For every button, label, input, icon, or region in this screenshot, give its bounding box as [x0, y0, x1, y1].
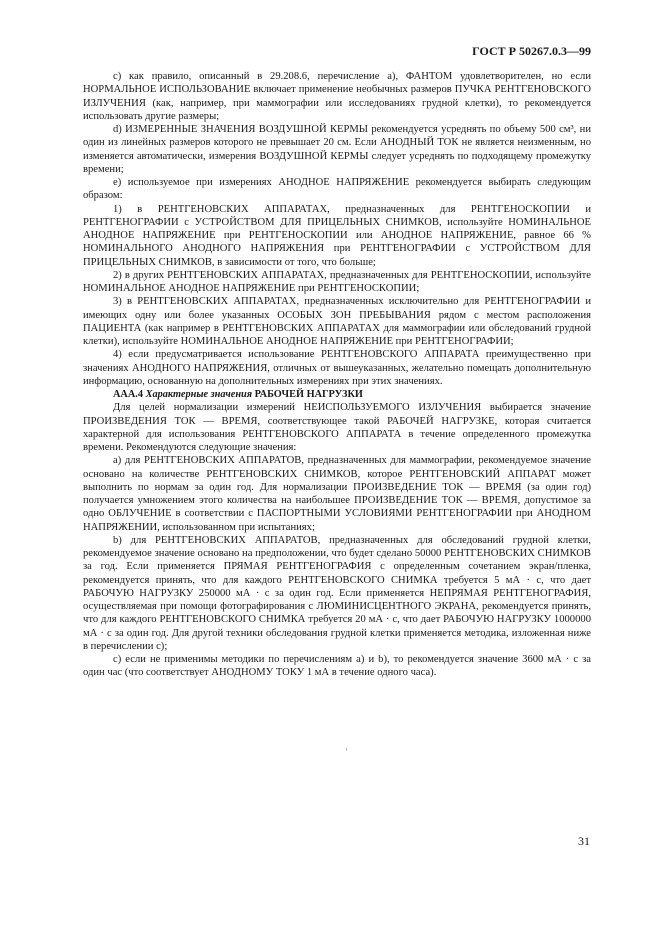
paragraph-item-3: 3) в РЕНТГЕНОВСКИХ АППАРАТАХ, предназначенных исключительно для РЕНТГЕНОГРАФИИ и имеющих одну или более указанных ОСОБЫХ ЗОН ПРЕБЫВАНИЯ рядом с местом расположения ПАЦИЕНТА (как например в РЕНТГЕНОВСКИХ АППАРАТАХ для маммографии или обследований грудной клетки), используйте НОМИНАЛЬНОЕ АНОДНОЕ НАПРЯЖЕНИЕ при РЕНТГЕНОГРАФИИ; — [83, 296, 591, 347]
page-number: 31 — [578, 834, 590, 848]
paragraph-workload-a: a) для РЕНТГЕНОВСКИХ АППАРАТОВ, предназначенных для маммографии, рекомендуемое значение основано на количестве РЕНТГЕНОВСКИХ СНИМКОВ, которое РЕНТГЕНОВСКИЙ АППАРАТ может выполнить по нормам за один год. Для нормализации ПРОИЗВЕДЕНИЕ ТОК — ВРЕМЯ (за один год) получается умножением этого количества на наибольшее ПРОИЗВЕДЕНИЕ ТОК — ВРЕМЯ, допустимое за одно ОБЛУЧЕНИЕ в соответствии с ПАСПОРТНЫМИ УСЛОВИЯМИ РЕНТГЕНОГРАФИИ при АНОДНОМ НАПРЯЖЕНИИ, использованном при испытаниях; — [83, 455, 591, 533]
paragraph-c-phantom: c) как правило, описанный в 29.208.6, перечисление а), ФАНТОМ удовлетворителен, но если НОРМАЛЬНОЕ ИСПОЛЬЗОВАНИЕ включает применение необычных размеров ПУЧКА РЕНТГЕНОВСКОГО ИЗЛУЧЕНИЯ (как, например, при маммографии или исследованиях грудной клетки), то рекомендуется использовать другие размеры; — [83, 71, 591, 122]
subsection-title-italic: Характерные значения — [145, 389, 253, 400]
document-id-header: ГОСТ Р 50267.0.3—99 — [472, 44, 591, 58]
subsection-number: AAA.4 — [113, 389, 144, 400]
scan-speck — [346, 748, 347, 751]
paragraph-d-air-kerma: d) ИЗМЕРЕННЫЕ ЗНАЧЕНИЯ ВОЗДУШНОЙ КЕРМЫ рекомендуется усреднять по объему 500 см³, ни один из линейных размеров которого не превышает 20 см. Если АНОДНЫЙ ТОК не является неизменным, но изменяется автоматически, измерения ВОЗДУШНОЙ КЕРМЫ следует усреднять по подходящему промежутку времени; — [83, 124, 591, 175]
paragraph-item-4: 4) если предусматривается использование РЕНТГЕНОВСКОГО АППАРАТА преимущественно при значениях АНОДНОГО НАПРЯЖЕНИЯ, отличных от вышеуказанных, желательно помещать дополнительную информацию, основанную на дополнительных измерениях при этих значениях. — [83, 349, 591, 387]
subsection-title-caps: РАБОЧЕЙ НАГРУЗКИ — [254, 389, 363, 400]
subsection-heading — [83, 388, 591, 401]
paragraph-e-anode-voltage: e) используемое при измерениях АНОДНОЕ НАПРЯЖЕНИЕ рекомендуется выбирать следующим образом: — [83, 177, 591, 202]
paragraph-item-2: 2) в других РЕНТГЕНОВСКИХ АППАРАТАХ, предназначенных для РЕНТГЕНОСКОПИИ, используйте НОМИНАЛЬНОЕ АНОДНОЕ НАПРЯЖЕНИЕ при РЕНТГЕНОСКОПИИ; — [83, 269, 591, 294]
paragraph-workload-intro: Для целей нормализации измерений НЕИСПОЛЬЗУЕМОГО ИЗЛУЧЕНИЯ выбирается значение ПРОИЗВЕДЕНИЯ ТОК — ВРЕМЯ, соответствующее такой РАБОЧЕЙ НАГРУЗКЕ, которая считается характерной для использования РЕНТГЕНОВСКОГО АППАРАТА в течение определенного промежутка времени. Рекомендуются следующие значения: — [83, 402, 591, 453]
page-body — [83, 70, 591, 680]
paragraph-item-1: 1) в РЕНТГЕНОВСКИХ АППАРАТАХ, предназначенных для РЕНТГЕНОСКОПИИ и РЕНТГЕНОГРАФИИ с УСТРОЙСТВОМ ДЛЯ ПРИЦЕЛЬНЫХ СНИМКОВ, используйте НОМИНАЛЬНОЕ АНОДНОЕ НАПРЯЖЕНИЕ при РЕНТГЕНОСКОПИИ или АНОДНОЕ НАПРЯЖЕНИЕ, равное 66 % НОМИНАЛЬНОГО АНОДНОГО НАПРЯЖЕНИЯ при РЕНТГЕНОГРАФИИ с УСТРОЙСТВОМ ДЛЯ ПРИЦЕЛЬНЫХ СНИМКОВ, в зависимости от того, что больше; — [83, 203, 591, 268]
paragraph-workload-c: c) если не применимы методики по перечислениям а) и b), то рекомендуется значение 3600 мА · с за один час (что соответствует АНОДНОМУ ТОКУ 1 мА в течение одного часа). — [83, 654, 591, 679]
paragraph-workload-b: b) для РЕНТГЕНОВСКИХ АППАРАТОВ, предназначенных для обследований грудной клетки, рекомендуемое значение основано на предположении, что будет сделано 50000 РЕНТГЕНОВСКИХ СНИМКОВ за год. Если применяется ПРЯМАЯ РЕНТГЕНОГРАФИЯ с определенным сочетанием экран/пленка, рекомендуется принять, что для каждого РЕНТГЕНОВСКОГО СНИМКА требуется 5 мА · с, что дает РАБОЧУЮ НАГРУЗКУ 250000 мА · с за один год. Если применяется НЕПРЯМАЯ РЕНТГЕНОГРАФИЯ, осуществляемая при помощи фотографирования с ЛЮМИНИСЦЕНТНОГО ЭКРАНА, рекомендуется принять, что для каждого РЕНТГЕНОВСКОГО СНИМКА требуется 20 мА · с, что дает РАБОЧУЮ НАГРУЗКУ 1000000 мА · с за один год. Для другой техники обследования грудной клетки применяется методика, изложенная ниже в перечислении с); — [83, 534, 591, 652]
